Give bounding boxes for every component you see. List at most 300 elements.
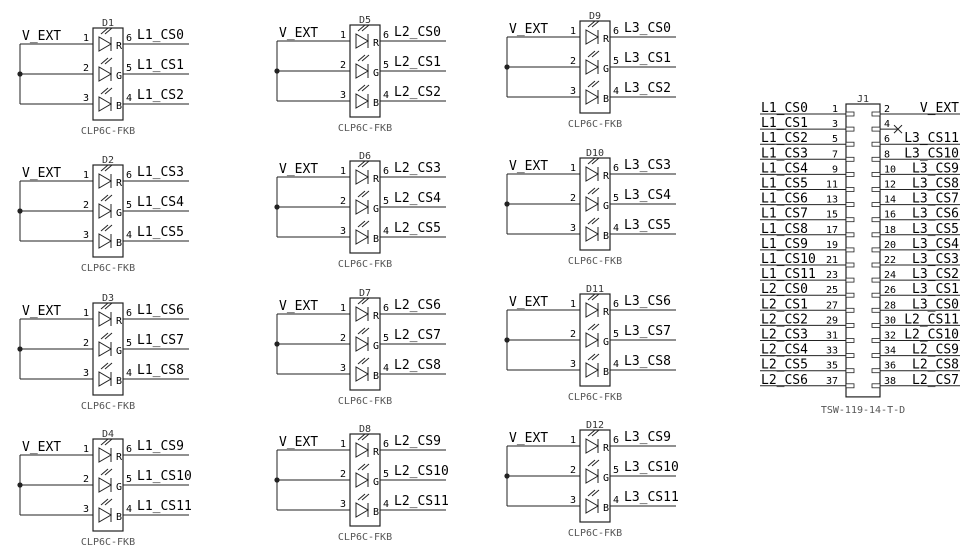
net-label: L2_CS9 <box>394 434 441 449</box>
header-left-net: L1_CS1 <box>761 116 808 132</box>
color-letter: R <box>116 316 123 327</box>
header-left-pin: 33 <box>825 345 838 357</box>
net-label: L2_CS6 <box>394 298 441 313</box>
led-d10 <box>504 148 676 267</box>
pin-pad <box>872 293 880 297</box>
color-letter: R <box>603 171 610 182</box>
color-letter: G <box>373 204 380 215</box>
header-left-net: L2_CS0 <box>761 282 808 298</box>
pin-pad <box>846 248 854 252</box>
junction-dot <box>274 341 279 346</box>
pin-number: 5 <box>126 63 133 74</box>
header-right-pin: 18 <box>884 224 897 236</box>
led-value: CLP6C-FKB <box>80 263 136 274</box>
pin-number: 5 <box>383 469 390 480</box>
header-left-pin: 1 <box>831 104 838 115</box>
led-value: CLP6C-FKB <box>80 401 136 412</box>
led-reference: D8 <box>358 424 372 435</box>
header-right-net: L3_CS3 <box>912 252 959 267</box>
net-label: L3_CS7 <box>624 324 671 339</box>
header-left-net: L2_CS1 <box>761 297 808 313</box>
led-reference: D2 <box>101 155 115 166</box>
pin-number: 4 <box>383 90 390 101</box>
supply-label: V_EXT <box>22 166 62 181</box>
header-right-pin: 36 <box>884 360 897 372</box>
pin-number: 1 <box>82 444 89 455</box>
header-right-net: L3_CS0 <box>912 297 959 313</box>
header-left-net: L1_CS4 <box>761 161 808 177</box>
header-right-net: L3_CS6 <box>912 206 959 222</box>
pin-pad <box>872 127 880 131</box>
pin-number: 3 <box>82 504 89 515</box>
pin-number: 6 <box>613 163 620 174</box>
pin-pad <box>872 233 880 237</box>
pin-pad <box>846 172 854 176</box>
header-right-net: L3_CS5 <box>912 221 959 237</box>
pin-number: 2 <box>82 200 89 211</box>
led-reference: D10 <box>585 148 605 159</box>
pin-number: 2 <box>82 474 89 485</box>
pin-pad <box>872 369 880 373</box>
header-left-net: L1_CS3 <box>761 146 808 162</box>
color-letter: B <box>603 503 610 514</box>
led-d8 <box>274 424 448 543</box>
header-left-net: L1_CS6 <box>761 191 808 207</box>
header-right-net: L3_CS2 <box>912 267 959 283</box>
led-value: CLP6C-FKB <box>567 256 623 267</box>
color-letter: R <box>116 41 123 52</box>
pin-number: 1 <box>569 163 576 174</box>
pin-number: 6 <box>613 26 620 37</box>
led-d12 <box>504 420 678 539</box>
net-label: L1_CS8 <box>137 363 184 378</box>
pin-number: 6 <box>126 444 133 455</box>
header-left-pin: 3 <box>831 119 838 131</box>
led-d7 <box>274 288 446 407</box>
led-reference: D4 <box>101 429 115 440</box>
header-left-pin: 35 <box>825 360 838 372</box>
header-right-net: L3_CS10 <box>904 146 959 162</box>
pin-number: 1 <box>569 26 576 37</box>
header-left-net: L2_CS3 <box>761 327 808 343</box>
pin-number: 1 <box>82 308 89 319</box>
header-right-pin: 26 <box>884 285 897 297</box>
pin-number: 6 <box>383 166 390 177</box>
led-d6 <box>274 151 446 270</box>
led-reference: D9 <box>588 11 602 22</box>
pin-pad <box>846 218 854 222</box>
net-label: L3_CS9 <box>624 430 671 445</box>
supply-label: V_EXT <box>279 299 319 314</box>
header-right-pin: 24 <box>884 270 897 282</box>
color-letter: G <box>116 482 123 493</box>
supply-label: V_EXT <box>279 26 319 41</box>
color-letter: R <box>373 311 380 322</box>
pin-number: 3 <box>339 499 346 510</box>
pin-number: 2 <box>339 60 346 71</box>
junction-dot <box>274 477 279 482</box>
pin-pad <box>872 354 880 358</box>
pin-pad <box>872 218 880 222</box>
pin-pad <box>872 323 880 327</box>
pin-number: 6 <box>126 308 133 319</box>
junction-dot <box>504 473 509 478</box>
led-reference: D3 <box>101 293 115 304</box>
pin-number: 2 <box>82 63 89 74</box>
pin-pad <box>846 293 854 297</box>
net-label: L2_CS10 <box>394 464 449 479</box>
led-value: CLP6C-FKB <box>567 528 623 539</box>
header-right-pin: 2 <box>884 104 891 115</box>
color-letter: R <box>603 34 610 45</box>
pin-number: 3 <box>569 223 576 234</box>
header-left-net: L1_CS5 <box>761 176 808 192</box>
header-right-net: L3_CS8 <box>912 176 959 192</box>
header-left-net: L1_CS2 <box>761 131 808 147</box>
pin-pad <box>872 308 880 312</box>
color-letter: B <box>116 376 123 387</box>
color-letter: B <box>373 371 380 382</box>
net-label: L2_CS3 <box>394 161 441 176</box>
pin-pad <box>846 233 854 237</box>
pin-pad <box>872 188 880 192</box>
header-left-net: L2_CS5 <box>761 357 808 373</box>
color-letter: R <box>116 178 123 189</box>
pin-pad <box>872 203 880 207</box>
pin-pad <box>846 157 854 161</box>
pin-pad <box>872 339 880 343</box>
pin-number: 1 <box>339 30 346 41</box>
led-value: CLP6C-FKB <box>337 259 393 270</box>
header-right-pin: 38 <box>884 375 897 387</box>
header-left-pin: 5 <box>831 134 838 146</box>
led-reference: D11 <box>585 284 605 295</box>
net-label: L1_CS0 <box>137 28 184 43</box>
pin-pad <box>872 248 880 252</box>
color-letter: G <box>373 477 380 488</box>
pin-number: 1 <box>569 299 576 310</box>
pin-pad <box>846 339 854 343</box>
pin-number: 5 <box>383 60 390 71</box>
pin-number: 4 <box>383 499 390 510</box>
header-right-pin: 30 <box>884 315 897 327</box>
led-reference: D12 <box>585 420 605 431</box>
pin-number: 3 <box>339 226 346 237</box>
pin-pad <box>846 354 854 358</box>
pin-pad <box>846 112 854 116</box>
net-label: L1_CS11 <box>137 499 192 514</box>
color-letter: R <box>116 452 123 463</box>
net-label: L1_CS2 <box>137 88 184 103</box>
pin-number: 5 <box>383 333 390 344</box>
pin-number: 2 <box>339 333 346 344</box>
pin-number: 2 <box>569 329 576 340</box>
header-left-pin: 11 <box>825 179 838 191</box>
color-letter: G <box>603 473 610 484</box>
led-d4 <box>17 429 191 548</box>
junction-dot <box>17 482 22 487</box>
led-d9 <box>504 11 676 130</box>
color-letter: R <box>373 38 380 49</box>
net-label: L2_CS11 <box>394 494 449 509</box>
pin-number: 4 <box>126 368 133 379</box>
pin-number: 3 <box>569 359 576 370</box>
led-value: CLP6C-FKB <box>337 532 393 543</box>
color-letter: B <box>116 512 123 523</box>
supply-label: V_EXT <box>22 440 62 455</box>
led-d11 <box>504 284 676 403</box>
header-left-net: L2_CS4 <box>761 342 808 358</box>
net-label: L2_CS0 <box>394 25 441 40</box>
junction-dot <box>274 204 279 209</box>
pin-number: 2 <box>569 56 576 67</box>
pin-number: 6 <box>613 435 620 446</box>
color-letter: B <box>603 94 610 105</box>
supply-label: V_EXT <box>509 295 549 310</box>
pin-pad <box>872 112 880 116</box>
led-d5 <box>274 15 446 134</box>
color-letter: G <box>603 201 610 212</box>
junction-dot <box>504 337 509 342</box>
pin-number: 6 <box>383 30 390 41</box>
header-right-net: L3_CS1 <box>912 282 959 298</box>
header-left-net: L1_CS9 <box>761 236 808 252</box>
header-right-pin: 34 <box>884 345 897 357</box>
color-letter: G <box>116 208 123 219</box>
pin-number: 3 <box>339 363 346 374</box>
net-label: L3_CS8 <box>624 354 671 369</box>
pin-number: 5 <box>613 193 620 204</box>
led-value: CLP6C-FKB <box>80 537 136 548</box>
net-label: L1_CS9 <box>137 439 184 454</box>
header-right-net: L2_CS10 <box>904 327 959 343</box>
color-letter: B <box>373 234 380 245</box>
pin-pad <box>846 203 854 207</box>
header-left-net: L1_CS7 <box>761 206 808 222</box>
pin-pad <box>846 323 854 327</box>
color-letter: G <box>603 64 610 75</box>
pin-number: 2 <box>569 193 576 204</box>
pin-number: 3 <box>569 495 576 506</box>
header-j1 <box>760 94 960 416</box>
pin-number: 6 <box>383 439 390 450</box>
header-right-pin: 10 <box>884 164 897 176</box>
color-letter: B <box>603 231 610 242</box>
supply-label: V_EXT <box>22 29 62 44</box>
supply-label: V_EXT <box>509 159 549 174</box>
pin-pad <box>872 263 880 267</box>
pin-number: 2 <box>82 338 89 349</box>
pin-number: 4 <box>126 230 133 241</box>
pin-pad <box>846 369 854 373</box>
header-right-pin: 14 <box>884 194 897 206</box>
header-right-pin: 6 <box>884 134 891 146</box>
pin-number: 2 <box>339 469 346 480</box>
supply-label: V_EXT <box>279 435 319 450</box>
net-label: L1_CS5 <box>137 225 184 240</box>
net-label: L1_CS10 <box>137 469 192 484</box>
led-value: CLP6C-FKB <box>567 392 623 403</box>
pin-pad <box>846 384 854 388</box>
pin-pad <box>846 142 854 146</box>
pin-number: 4 <box>383 363 390 374</box>
pin-pad <box>846 188 854 192</box>
header-right-pin: 20 <box>884 239 897 251</box>
junction-dot <box>274 68 279 73</box>
header-right-net: L2_CS11 <box>904 312 959 328</box>
color-letter: R <box>603 443 610 454</box>
header-right-pin: 32 <box>884 330 897 342</box>
header-right-pin: 28 <box>884 300 897 312</box>
pin-number: 3 <box>82 368 89 379</box>
header-left-net: L1_CS0 <box>761 101 808 116</box>
color-letter: B <box>373 98 380 109</box>
header-left-pin: 29 <box>825 315 838 327</box>
net-label: L3_CS5 <box>624 218 671 233</box>
pin-number: 1 <box>339 166 346 177</box>
header-left-pin: 37 <box>825 375 838 387</box>
pin-number: 5 <box>126 200 133 211</box>
net-label: L3_CS6 <box>624 294 671 309</box>
pin-number: 6 <box>613 299 620 310</box>
net-label: L2_CS1 <box>394 55 441 70</box>
pin-number: 3 <box>339 90 346 101</box>
supply-label: V_EXT <box>22 304 62 319</box>
supply-label: V_EXT <box>279 162 319 177</box>
pin-number: 1 <box>339 439 346 450</box>
pin-pad <box>872 172 880 176</box>
color-letter: R <box>373 447 380 458</box>
color-letter: G <box>116 71 123 82</box>
header-left-pin: 13 <box>825 194 838 206</box>
pin-number: 2 <box>569 465 576 476</box>
net-label: L3_CS10 <box>624 460 679 475</box>
pin-pad <box>872 384 880 388</box>
header-right-net: L2_CS9 <box>912 342 959 358</box>
header-left-net: L2_CS6 <box>761 372 808 388</box>
color-letter: G <box>116 346 123 357</box>
header-left-net: L2_CS2 <box>761 312 808 328</box>
header-right-net: L2_CS8 <box>912 357 959 373</box>
pin-number: 4 <box>613 223 620 234</box>
header-right-net: L2_CS7 <box>912 372 959 388</box>
header-left-pin: 17 <box>825 224 838 236</box>
led-value: CLP6C-FKB <box>80 126 136 137</box>
junction-dot <box>17 71 22 76</box>
header-left-pin: 31 <box>825 330 838 342</box>
pin-number: 5 <box>126 338 133 349</box>
header-left-pin: 25 <box>825 285 838 297</box>
header-left-pin: 15 <box>825 209 838 221</box>
supply-label: V_EXT <box>509 22 549 37</box>
header-left-net: L1_CS8 <box>761 221 808 237</box>
header-right-net: V_EXT <box>919 101 959 116</box>
pin-number: 4 <box>126 93 133 104</box>
pin-number: 6 <box>383 303 390 314</box>
color-letter: B <box>116 101 123 112</box>
junction-dot <box>504 201 509 206</box>
pin-pad <box>872 142 880 146</box>
header-right-pin: 12 <box>884 179 897 191</box>
led-reference: D6 <box>358 151 372 162</box>
header-left-pin: 21 <box>825 255 838 266</box>
header-left-pin: 27 <box>825 300 838 312</box>
pin-number: 5 <box>613 56 620 67</box>
pin-number: 5 <box>613 465 620 476</box>
net-label: L3_CS11 <box>624 490 679 505</box>
led-d3 <box>17 293 189 412</box>
net-label: L3_CS0 <box>624 21 671 36</box>
junction-dot <box>17 346 22 351</box>
header-left-pin: 7 <box>831 149 838 161</box>
pin-number: 1 <box>569 435 576 446</box>
net-label: L1_CS4 <box>137 195 184 210</box>
header-left-pin: 23 <box>825 270 838 282</box>
pin-number: 1 <box>339 303 346 314</box>
pin-number: 4 <box>613 359 620 370</box>
led-value: CLP6C-FKB <box>337 396 393 407</box>
led-reference: D1 <box>101 18 115 29</box>
pin-number: 4 <box>383 226 390 237</box>
net-label: L1_CS6 <box>137 303 184 318</box>
pin-number: 1 <box>82 33 89 44</box>
supply-label: V_EXT <box>509 431 549 446</box>
led-reference: D5 <box>358 15 372 26</box>
led-d1 <box>17 18 189 137</box>
header-left-pin: 19 <box>825 239 838 251</box>
net-label: L3_CS2 <box>624 81 671 96</box>
header-right-net: L3_CS11 <box>904 131 959 147</box>
net-label: L2_CS4 <box>394 191 441 206</box>
pin-number: 2 <box>339 196 346 207</box>
color-letter: R <box>373 174 380 185</box>
header-right-net: L3_CS9 <box>912 161 959 177</box>
pin-number: 3 <box>82 93 89 104</box>
header-left-net: L1_CS11 <box>761 267 816 283</box>
pin-number: 6 <box>126 170 133 181</box>
net-label: L2_CS5 <box>394 221 441 236</box>
pin-number: 1 <box>82 170 89 181</box>
header-right-net: L3_CS4 <box>912 236 959 252</box>
pin-pad <box>846 263 854 267</box>
header-right-pin: 22 <box>884 255 897 266</box>
pin-pad <box>872 157 880 161</box>
led-value: CLP6C-FKB <box>337 123 393 134</box>
net-label: L3_CS3 <box>624 158 671 173</box>
pin-number: 4 <box>126 504 133 515</box>
color-letter: R <box>603 307 610 318</box>
led-value: CLP6C-FKB <box>567 119 623 130</box>
junction-dot <box>17 208 22 213</box>
header-right-pin: 8 <box>884 149 891 161</box>
header-left-pin: 9 <box>831 164 838 176</box>
led-d2 <box>17 155 189 274</box>
header-left-net: L1_CS10 <box>761 252 816 267</box>
pin-number: 3 <box>569 86 576 97</box>
header-right-pin: 4 <box>884 119 891 131</box>
color-letter: G <box>373 68 380 79</box>
junction-dot <box>504 64 509 69</box>
pin-pad <box>846 127 854 131</box>
color-letter: B <box>603 367 610 378</box>
net-label: L2_CS8 <box>394 358 441 373</box>
pin-number: 4 <box>613 86 620 97</box>
net-label: L3_CS4 <box>624 188 671 203</box>
pin-number: 5 <box>613 329 620 340</box>
pin-number: 5 <box>126 474 133 485</box>
pin-number: 6 <box>126 33 133 44</box>
net-label: L2_CS2 <box>394 85 441 100</box>
